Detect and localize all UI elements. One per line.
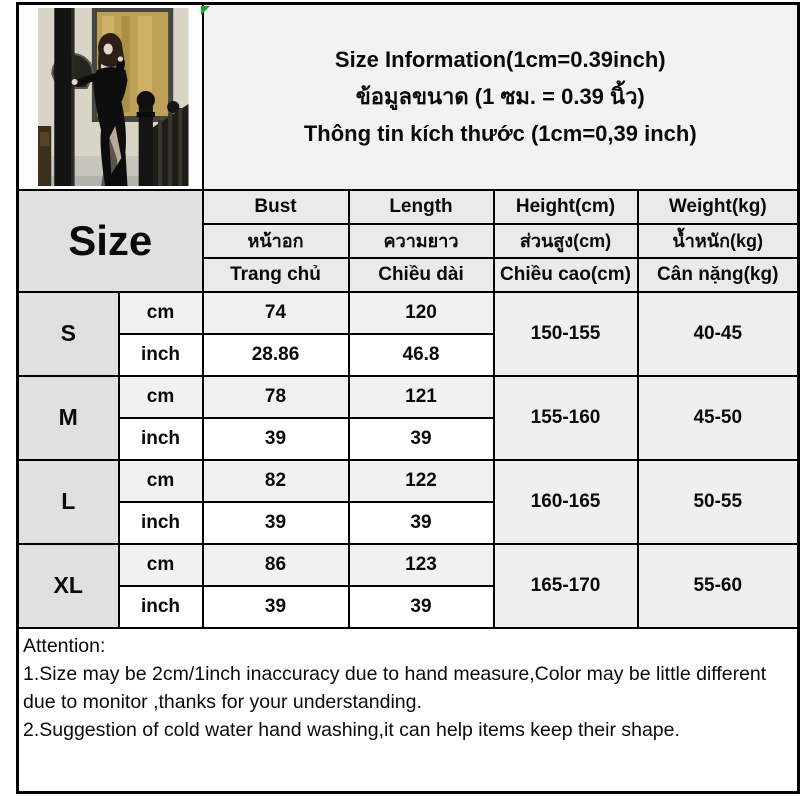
col-header-height-th: ส่วนสูง(cm) bbox=[494, 224, 638, 258]
size-label-xl: XL bbox=[18, 544, 119, 628]
size-header: Size bbox=[18, 190, 203, 292]
m-bust-cm: 78 bbox=[203, 376, 349, 418]
title-thai: ข้อมูลขนาด (1 ซม. = 0.39 นิ้ว) bbox=[355, 84, 645, 110]
col-header-weight-vi: Cân nặng(kg) bbox=[638, 258, 799, 292]
size-label-l: L bbox=[18, 460, 119, 544]
title-block bbox=[203, 4, 799, 190]
table-row-s-cm bbox=[18, 292, 799, 334]
m-height-range: 155-160 bbox=[494, 376, 638, 460]
unit-label-cm: cm bbox=[119, 544, 203, 586]
unit-label-cm: cm bbox=[119, 460, 203, 502]
col-header-weight-en: Weight(kg) bbox=[638, 190, 799, 224]
attention-note-1: 1.Size may be 2cm/1inch inaccuracy due to hand measure,Color may be little different due to monitor ,thanks for your understanding. bbox=[23, 662, 767, 713]
l-length-cm: 122 bbox=[349, 460, 494, 502]
unit-label-inch: inch bbox=[119, 334, 203, 376]
photo-title-row bbox=[18, 4, 799, 190]
s-height-range: 150-155 bbox=[494, 292, 638, 376]
col-header-length-th: ความยาว bbox=[349, 224, 494, 258]
unit-label-cm: cm bbox=[119, 376, 203, 418]
attention-box bbox=[18, 628, 799, 793]
size-label-s: S bbox=[18, 292, 119, 376]
xl-bust-cm: 86 bbox=[203, 544, 349, 586]
m-weight-range: 45-50 bbox=[638, 376, 799, 460]
xl-weight-range: 55-60 bbox=[638, 544, 799, 628]
table-row-xl-cm bbox=[18, 544, 799, 586]
l-weight-range: 50-55 bbox=[638, 460, 799, 544]
col-header-height-en: Height(cm) bbox=[494, 190, 638, 224]
col-header-length-vi: Chiều dài bbox=[349, 258, 494, 292]
size-chart-sheet bbox=[16, 2, 797, 794]
xl-length-inch: 39 bbox=[349, 586, 494, 628]
col-header-weight-th: น้ำหนัก(kg) bbox=[638, 224, 799, 258]
col-header-bust-en: Bust bbox=[203, 190, 349, 224]
unit-label-inch: inch bbox=[119, 502, 203, 544]
table-row-m-cm bbox=[18, 376, 799, 418]
s-length-cm: 120 bbox=[349, 292, 494, 334]
attention-note-2: 2.Suggestion of cold water hand washing,it can help items keep their shape. bbox=[23, 718, 680, 741]
size-label-m: M bbox=[18, 376, 119, 460]
product-photo-illustration bbox=[38, 8, 189, 186]
col-header-bust-th: หน้าอก bbox=[203, 224, 349, 258]
s-length-inch: 46.8 bbox=[349, 334, 494, 376]
title-vietnamese: Thông tin kích thước (1cm=0,39 inch) bbox=[303, 121, 697, 147]
attention-heading: Attention: bbox=[23, 634, 106, 657]
l-bust-inch: 39 bbox=[203, 502, 349, 544]
table-row-l-cm bbox=[18, 460, 799, 502]
unit-label-inch: inch bbox=[119, 586, 203, 628]
l-height-range: 160-165 bbox=[494, 460, 638, 544]
xl-height-range: 165-170 bbox=[494, 544, 638, 628]
s-weight-range: 40-45 bbox=[638, 292, 799, 376]
title-english: Size Information(1cm=0.39inch) bbox=[334, 47, 666, 73]
s-bust-inch: 28.86 bbox=[203, 334, 349, 376]
attention-row bbox=[18, 628, 799, 793]
green-triangle-icon bbox=[201, 6, 211, 16]
green-corner-marker bbox=[201, 3, 211, 13]
xl-bust-inch: 39 bbox=[203, 586, 349, 628]
m-length-inch: 39 bbox=[349, 418, 494, 460]
m-bust-inch: 39 bbox=[203, 418, 349, 460]
product-photo bbox=[18, 4, 203, 190]
xl-length-cm: 123 bbox=[349, 544, 494, 586]
col-header-length-en: Length bbox=[349, 190, 494, 224]
unit-label-inch: inch bbox=[119, 418, 203, 460]
l-bust-cm: 82 bbox=[203, 460, 349, 502]
unit-label-cm: cm bbox=[119, 292, 203, 334]
m-length-cm: 121 bbox=[349, 376, 494, 418]
size-table bbox=[16, 2, 800, 794]
l-length-inch: 39 bbox=[349, 502, 494, 544]
col-header-height-vi: Chiều cao(cm) bbox=[494, 258, 638, 292]
col-header-bust-vi: Trang chủ bbox=[203, 258, 349, 292]
s-bust-cm: 74 bbox=[203, 292, 349, 334]
header-row-english bbox=[18, 190, 799, 224]
